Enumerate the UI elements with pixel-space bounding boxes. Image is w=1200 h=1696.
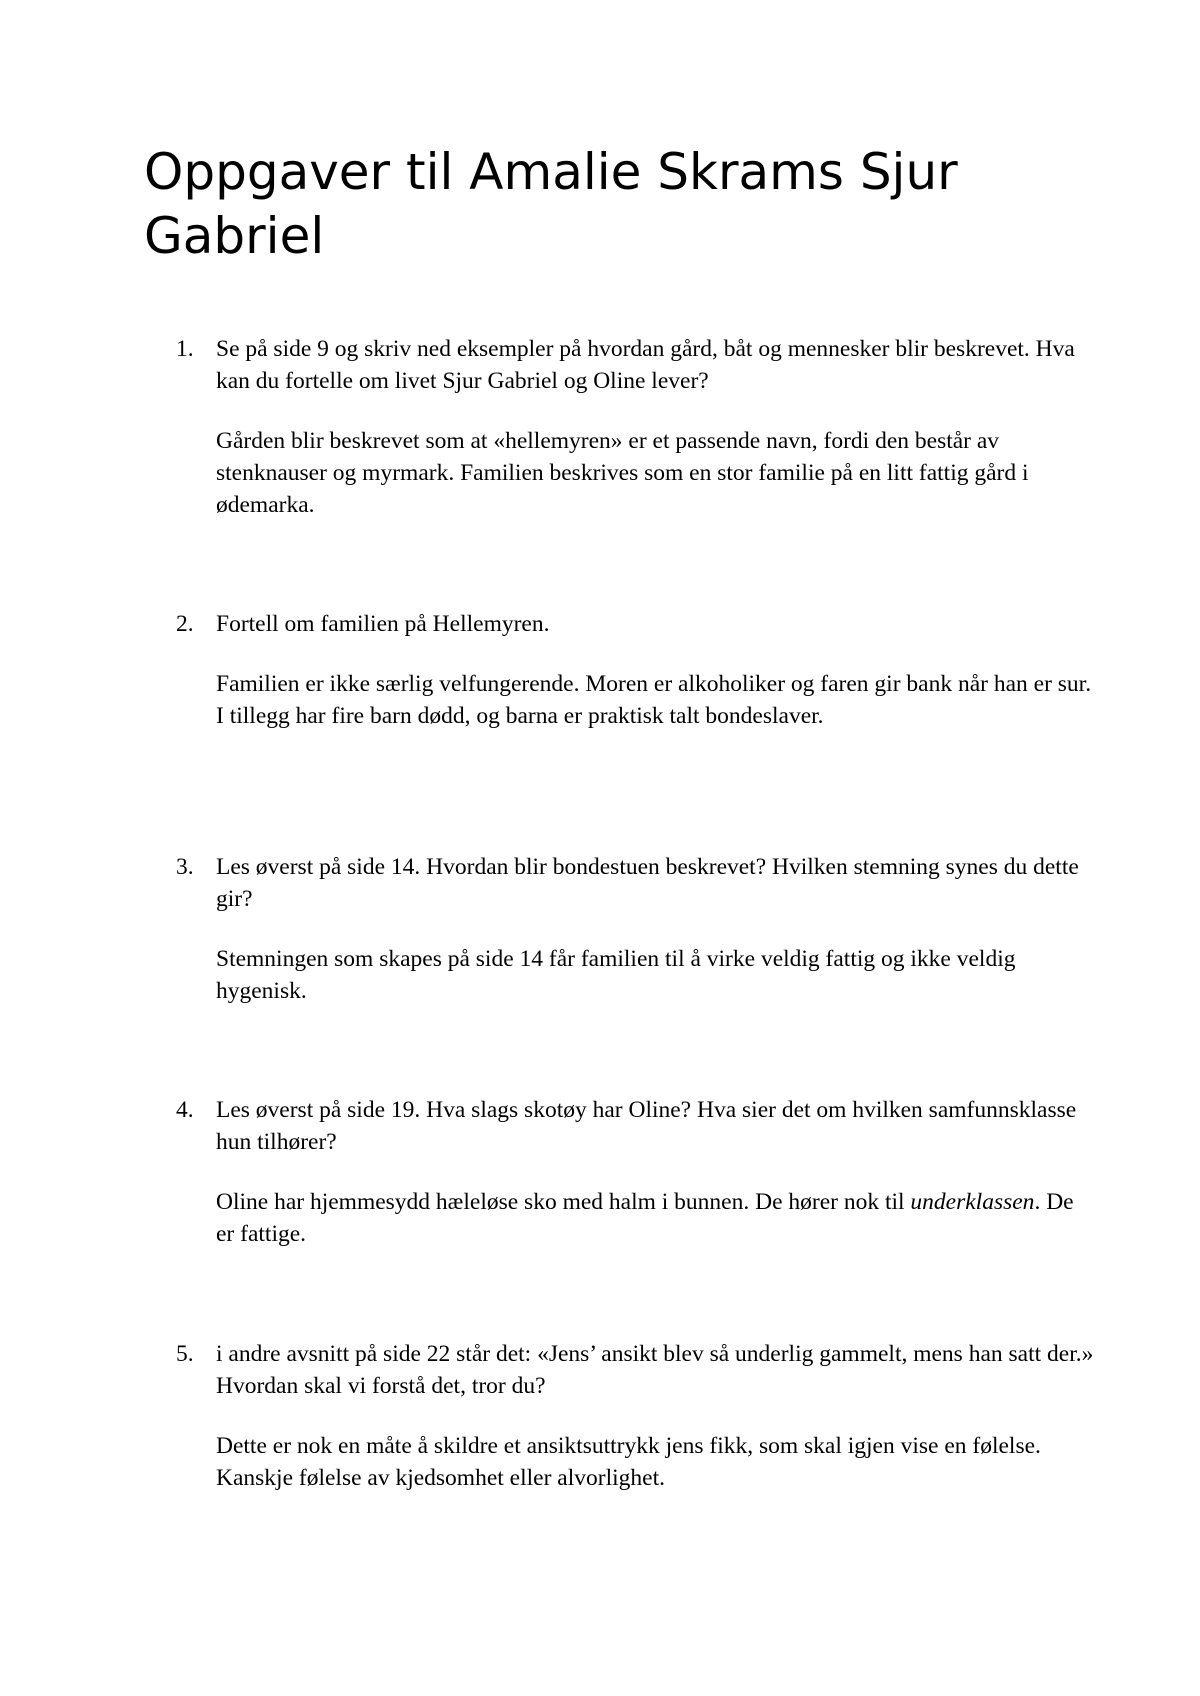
- task-answer: Dette er nok en måte å skildre et ansiktsuttrykk jens fikk, som skal igjen vise en følelse. Kanskje følelse av kjedsomhet eller alvorlighet.: [216, 1433, 1041, 1491]
- task-answer: Familien er ikke særlig velfungerende. Moren er alkoholiker og faren gir bank når han er sur. I tillegg har fire barn dødd, og barna er praktisk talt bondeslaver.: [216, 671, 1092, 729]
- task-question: Les øverst på side 14. Hvordan blir bondestuen beskrevet? Hvilken stemning synes du dette gir?: [216, 854, 1079, 912]
- task-number: 2.: [176, 611, 194, 637]
- task-number: 4.: [176, 1097, 194, 1123]
- task-question: i andre avsnitt på side 22 står det: «Jens’ ansikt blev så underlig gammelt, mens han satt der.» Hvordan skal vi forstå det, tror du?: [216, 1341, 1094, 1399]
- task-question: Les øverst på side 19. Hva slags skotøy har Oline? Hva sier det om hvilken samfunnsklasse hun tilhører?: [216, 1097, 1077, 1155]
- document-title: Oppgaver til Amalie Skrams Sjur Gabriel: [144, 143, 958, 265]
- task-number: 1.: [176, 336, 194, 362]
- task-question: Fortell om familien på Hellemyren.: [216, 611, 550, 637]
- task-number: 5.: [176, 1341, 194, 1367]
- task-answer: Stemningen som skapes på side 14 får familien til å virke veldig fattig og ikke veldig hygenisk.: [216, 946, 1016, 1004]
- task-number: 3.: [176, 854, 194, 880]
- answer-emphasis: underklassen: [910, 1189, 1035, 1215]
- answer-text: Oline har hjemmesydd hæleløse sko med halm i bunnen. De hører nok til: [216, 1189, 911, 1215]
- task-answer: [216, 1186, 1096, 1250]
- task-answer: Gården blir beskrevet som at «hellemyren» er et passende navn, fordi den består av stenknauser og myrmark. Familien beskrives som en stor familie på en litt fattig gård i ødemarka.: [216, 428, 1029, 518]
- task-question: Se på side 9 og skriv ned eksempler på hvordan gård, båt og mennesker blir beskrevet. Hva kan du fortelle om livet Sjur Gabriel og Oline lever?: [216, 336, 1075, 394]
- answer-text: . De er fattige.: [216, 1189, 1074, 1247]
